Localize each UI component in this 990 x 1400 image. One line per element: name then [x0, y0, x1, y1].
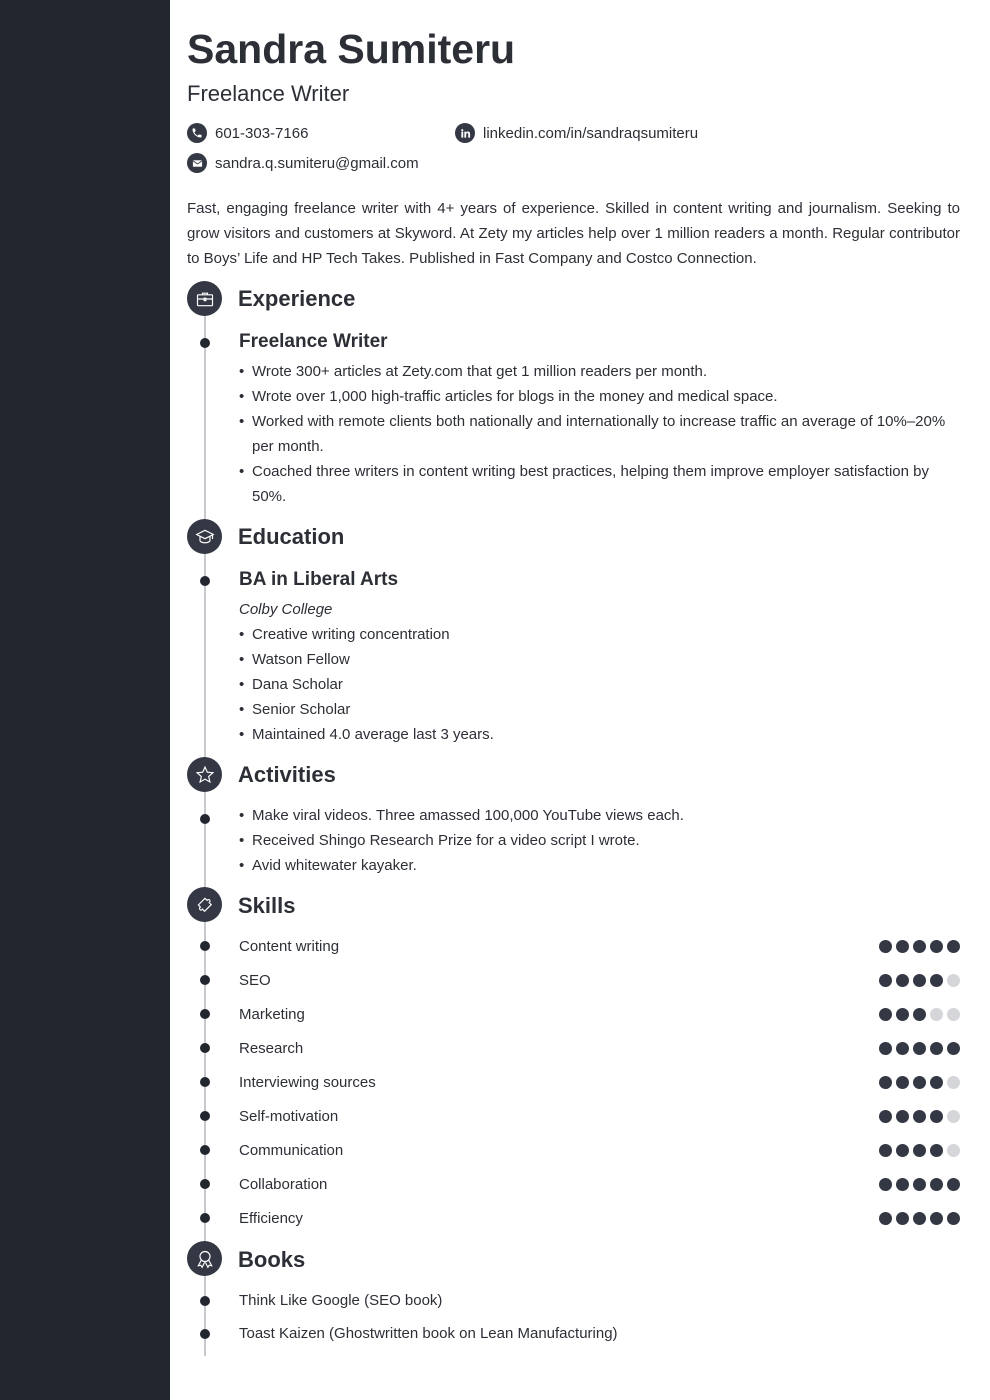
rating-dot-filled	[947, 1042, 960, 1055]
list-item: • Senior Scholar	[239, 697, 954, 722]
book-title: Think Like Google (SEO book)	[239, 1292, 443, 1309]
list-item: • Worked with remote clients both nationally and internationally to increase traffic an average of 10%–20% per month.	[239, 409, 954, 459]
skill-name: Communication	[239, 1141, 344, 1159]
degree-title: BA in Liberal Arts	[239, 569, 399, 590]
timeline-dot	[200, 1145, 210, 1155]
rating-dot-filled	[896, 1008, 909, 1021]
skill-rating	[879, 1042, 960, 1055]
list-item: • Dana Scholar	[239, 672, 954, 697]
rating-dot-filled	[896, 1178, 909, 1191]
skill-row	[239, 1174, 960, 1194]
skill-name: SEO	[239, 971, 271, 989]
graduation-cap-icon	[187, 519, 222, 554]
timeline-dot	[200, 1179, 210, 1189]
list-item: • Creative writing concentration	[239, 622, 954, 647]
timeline-dot	[200, 1296, 210, 1306]
rating-dot-filled	[930, 1076, 943, 1089]
rating-dot-filled	[913, 1144, 926, 1157]
timeline-dot	[200, 1329, 210, 1339]
rating-dot-empty	[947, 1144, 960, 1157]
skill-row	[239, 1072, 960, 1092]
rating-dot-filled	[879, 940, 892, 953]
linkedin-icon	[455, 123, 475, 143]
rating-dot-filled	[913, 974, 926, 987]
rating-dot-filled	[930, 1212, 943, 1225]
job-title: Freelance Writer	[239, 331, 388, 352]
rating-dot-empty	[947, 1076, 960, 1089]
rating-dot-filled	[913, 1110, 926, 1123]
rating-dot-filled	[913, 1178, 926, 1191]
profile-summary: Fast, engaging freelance writer with 4+ years of experience. Skilled in content writing and journalism. Seeking to grow visitors and customers at Skyword. At Zety my articles help over 1 million readers a month. Regular contributor to Boys’ Life and HP Tech Takes. Published in Fast Company and Costco Connection.	[187, 200, 960, 267]
rating-dot-filled	[947, 940, 960, 953]
rating-dot-filled	[930, 1144, 943, 1157]
skill-name: Collaboration	[239, 1175, 328, 1193]
education-bullets	[239, 622, 954, 747]
list-item: • Watson Fellow	[239, 647, 954, 672]
rating-dot-filled	[896, 1076, 909, 1089]
skill-name: Research	[239, 1039, 304, 1057]
skill-name: Marketing	[239, 1005, 305, 1023]
phone-icon	[187, 123, 207, 143]
skill-rating	[879, 1110, 960, 1123]
skill-rating	[879, 974, 960, 987]
rating-dot-filled	[930, 940, 943, 953]
list-item: • Wrote over 1,000 high-traffic articles for blogs in the money and medical space.	[239, 384, 954, 409]
rating-dot-filled	[930, 1178, 943, 1191]
rating-dot-empty	[947, 1008, 960, 1021]
left-sidebar	[0, 0, 170, 1400]
rating-dot-filled	[930, 974, 943, 987]
skill-name: Interviewing sources	[239, 1073, 376, 1091]
skill-row	[239, 1004, 960, 1024]
star-icon	[187, 757, 222, 792]
timeline-dot	[200, 941, 210, 951]
timeline-dot	[200, 576, 210, 586]
rating-dot-filled	[896, 1144, 909, 1157]
skill-rating	[879, 1178, 960, 1191]
skill-rating	[879, 1076, 960, 1089]
rating-dot-filled	[896, 940, 909, 953]
email-text[interactable]: sandra.q.sumiteru@gmail.com	[215, 154, 419, 172]
institution-name: Colby College	[239, 601, 333, 618]
timeline-dot	[200, 975, 210, 985]
linkedin-text[interactable]: linkedin.com/in/sandraqsumiteru	[483, 124, 699, 142]
rating-dot-filled	[896, 974, 909, 987]
skill-rating	[879, 1144, 960, 1157]
rating-dot-filled	[879, 1042, 892, 1055]
book-title: Toast Kaizen (Ghostwritten book on Lean Manufacturing)	[239, 1325, 618, 1342]
skill-row	[239, 1038, 960, 1058]
skill-row	[239, 1106, 960, 1126]
rating-dot-filled	[913, 1008, 926, 1021]
books-heading: Books	[238, 1247, 306, 1272]
rating-dot-empty	[947, 1110, 960, 1123]
rating-dot-filled	[913, 1212, 926, 1225]
rating-dot-filled	[896, 1212, 909, 1225]
activities-bullets	[239, 803, 954, 878]
rating-dot-filled	[930, 1110, 943, 1123]
rating-dot-filled	[879, 1178, 892, 1191]
phone-text[interactable]: 601-303-7166	[215, 124, 309, 142]
list-item: • Make viral videos. Three amassed 100,000 YouTube views each.	[239, 803, 954, 828]
skill-rating	[879, 1212, 960, 1225]
candidate-name: Sandra Sumiteru	[187, 26, 516, 72]
puzzle-icon	[187, 887, 222, 922]
list-item: • Coached three writers in content writing best practices, helping them improve employer satisfaction by 50%.	[239, 459, 954, 509]
skill-row	[239, 1140, 960, 1160]
timeline-dot	[200, 1213, 210, 1223]
activities-heading: Activities	[238, 762, 336, 787]
skill-row	[239, 970, 960, 990]
timeline-line	[204, 300, 206, 1356]
skill-rating	[879, 1008, 960, 1021]
timeline-dot	[200, 1009, 210, 1019]
phone-contact	[187, 123, 308, 143]
rating-dot-filled	[879, 1008, 892, 1021]
briefcase-icon	[187, 281, 222, 316]
skill-row	[239, 936, 960, 956]
skill-rating	[879, 940, 960, 953]
rating-dot-filled	[913, 1076, 926, 1089]
experience-bullets	[239, 359, 954, 509]
timeline-dot	[200, 814, 210, 824]
rating-dot-filled	[879, 1144, 892, 1157]
award-ribbon-icon	[187, 1241, 222, 1276]
rating-dot-empty	[947, 974, 960, 987]
rating-dot-empty	[930, 1008, 943, 1021]
rating-dot-filled	[947, 1178, 960, 1191]
list-item: • Maintained 4.0 average last 3 years.	[239, 722, 954, 747]
skill-name: Content writing	[239, 937, 340, 955]
rating-dot-filled	[913, 1042, 926, 1055]
timeline-dot	[200, 1043, 210, 1053]
skill-name: Efficiency	[239, 1209, 303, 1227]
rating-dot-filled	[879, 1212, 892, 1225]
skills-heading: Skills	[238, 893, 296, 918]
rating-dot-filled	[947, 1212, 960, 1225]
resume-main	[187, 0, 960, 1400]
skill-row	[239, 1208, 960, 1228]
timeline-dot	[200, 1111, 210, 1121]
linkedin-contact	[455, 123, 698, 143]
list-item: • Avid whitewater kayaker.	[239, 853, 954, 878]
rating-dot-filled	[896, 1110, 909, 1123]
education-heading: Education	[238, 524, 345, 549]
rating-dot-filled	[913, 940, 926, 953]
list-item: • Wrote 300+ articles at Zety.com that get 1 million readers per month.	[239, 359, 954, 384]
rating-dot-filled	[896, 1042, 909, 1055]
skill-name: Self-motivation	[239, 1107, 339, 1125]
rating-dot-filled	[879, 1076, 892, 1089]
list-item: • Received Shingo Research Prize for a video script I wrote.	[239, 828, 954, 853]
timeline-dot	[200, 1077, 210, 1087]
email-contact	[187, 153, 419, 173]
rating-dot-filled	[879, 974, 892, 987]
candidate-role: Freelance Writer	[187, 81, 350, 106]
rating-dot-filled	[930, 1042, 943, 1055]
experience-heading: Experience	[238, 286, 356, 311]
timeline-dot	[200, 338, 210, 348]
email-icon	[187, 153, 207, 173]
rating-dot-filled	[879, 1110, 892, 1123]
